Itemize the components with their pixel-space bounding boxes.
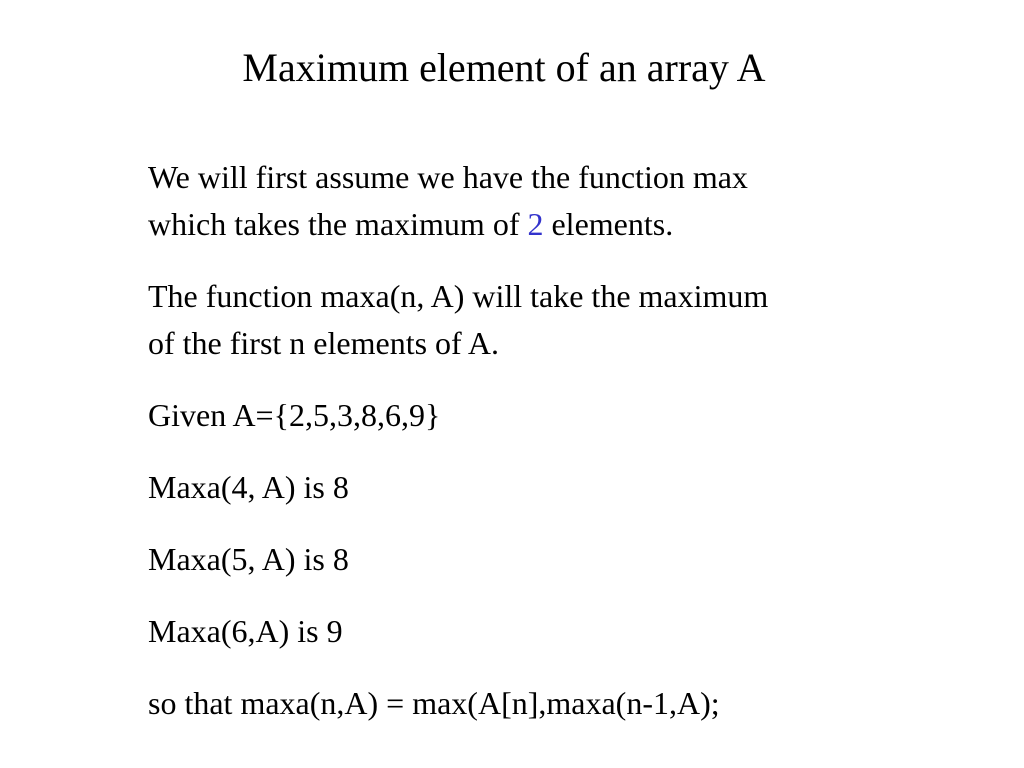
definition-line-2: of the first n elements of A. (148, 325, 500, 361)
intro-line-1: We will first assume we have the function max (148, 159, 748, 195)
example-item: Maxa(6,A) is 9 (148, 613, 343, 649)
intro-line-2-before: which takes the maximum of (148, 206, 528, 242)
intro-paragraph (148, 154, 978, 248)
highlighted-number: 2 (527, 206, 544, 242)
intro-line-2-after: elements. (543, 206, 674, 242)
conclusion: so that maxa(n,A) = max(A[n],maxa(n-1,A); (148, 685, 720, 721)
slide-body (148, 154, 978, 727)
slide-title: Maximum element of an array A (242, 45, 766, 90)
definition-paragraph (148, 273, 978, 367)
example-item: Maxa(4, A) is 8 (148, 469, 349, 505)
example-item: Maxa(5, A) is 8 (148, 541, 349, 577)
given-array: Given A={2,5,3,8,6,9} (148, 397, 441, 433)
definition-line-1: The function maxa(n, A) will take the maximum (148, 278, 769, 314)
